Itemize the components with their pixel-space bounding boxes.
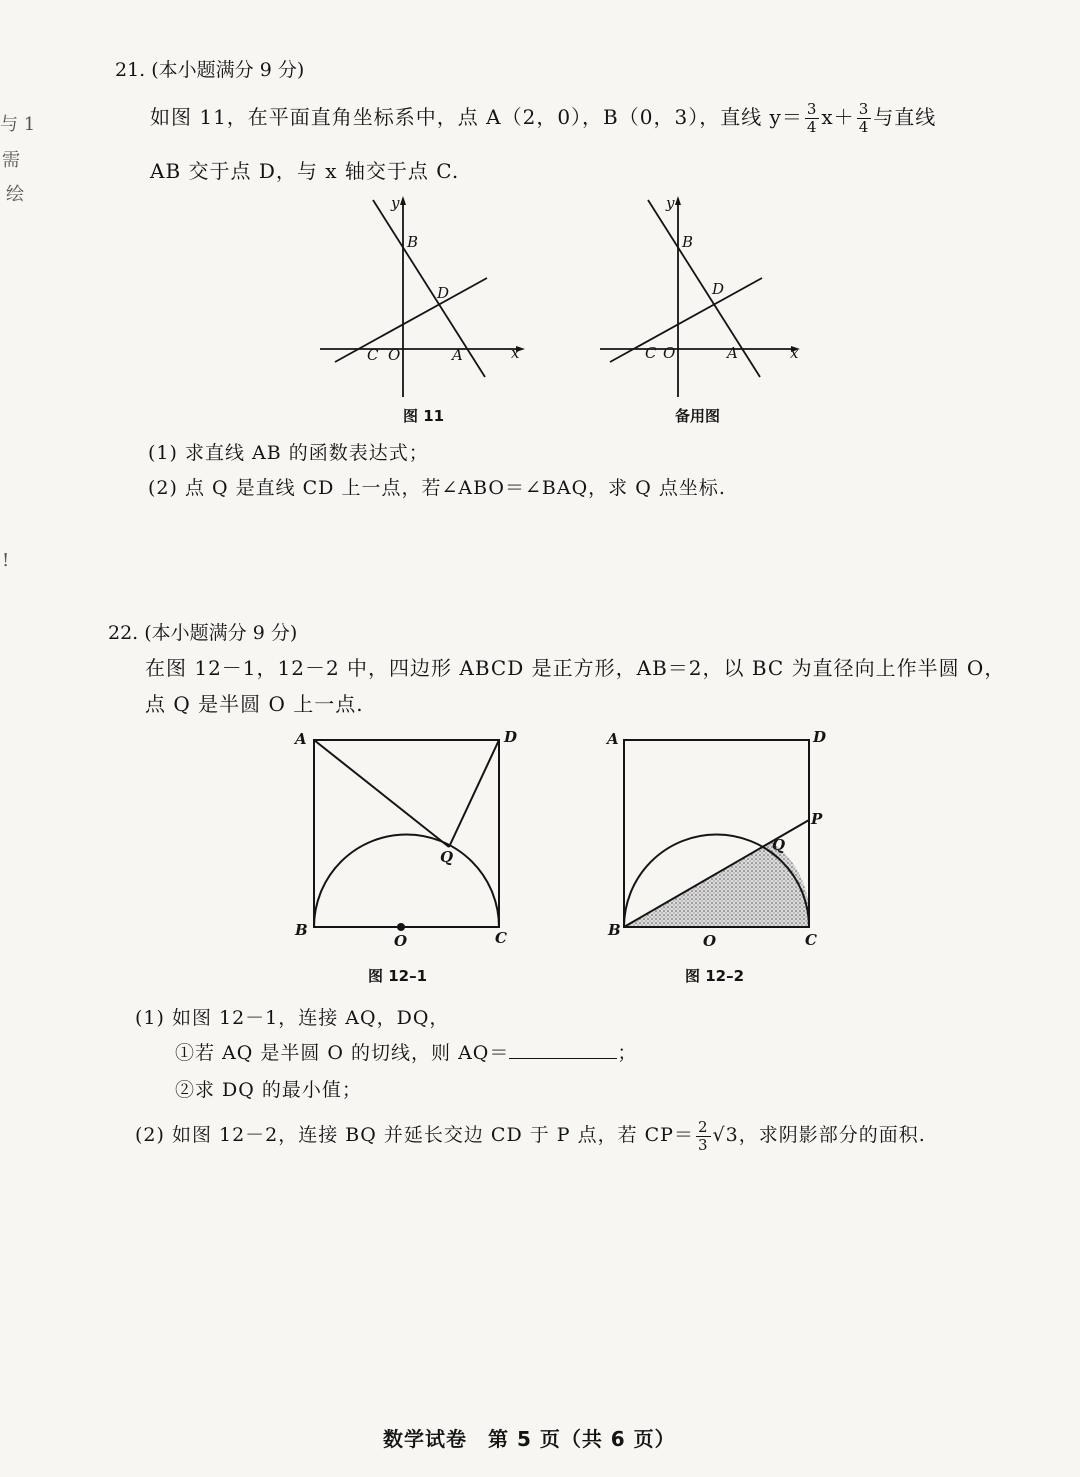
label-y: y: [391, 194, 400, 212]
center-o-point: [397, 923, 405, 931]
label-b: B: [682, 233, 694, 251]
label-q: Q: [772, 836, 786, 854]
label-a: A: [607, 730, 619, 748]
figure-12-2: [603, 722, 843, 952]
q21-part2: (2) 点 Q 是直线 CD 上一点，若∠ABO＝∠BAQ，求 Q 点坐标.: [148, 477, 726, 499]
backup-figure-caption: 备用图: [675, 407, 721, 425]
margin-fragment-1: 与 1: [0, 114, 36, 135]
label-q: Q: [440, 848, 454, 866]
label-c: C: [367, 346, 379, 364]
fraction-denominator: 3: [697, 1135, 709, 1154]
figure-12-1-caption: 图 12–1: [368, 967, 428, 985]
q21-fraction-2: [857, 101, 872, 136]
margin-fragment-4: !: [2, 550, 10, 571]
q21-stem-after: 与直线: [873, 105, 937, 129]
q22-part2: [135, 1115, 926, 1155]
shaded-region: [624, 842, 810, 927]
q22-part2-before: (2) 如图 12－2，连接 BQ 并延长交边 CD 于 P 点，若 CP＝: [135, 1124, 694, 1146]
label-b: B: [407, 233, 419, 251]
label-a: A: [295, 730, 307, 748]
y-arrow: [675, 196, 681, 205]
label-o: O: [703, 932, 717, 950]
label-a: A: [452, 346, 463, 364]
label-d: D: [712, 280, 725, 298]
q22-part1-a-end: ；: [617, 1042, 638, 1064]
label-d: D: [813, 728, 827, 746]
answer-blank[interactable]: [509, 1040, 617, 1059]
fraction-denominator: 4: [806, 118, 818, 136]
q22-part2-fraction: [696, 1119, 711, 1154]
label-x: x: [511, 344, 520, 362]
margin-fragment-3: 绘: [6, 184, 24, 205]
fraction-denominator: 4: [858, 118, 870, 136]
q22-part1-b: ②求 DQ 的最小值；: [175, 1079, 362, 1101]
label-p: P: [811, 810, 823, 828]
figure-11: [315, 192, 535, 402]
q22-part1-a-text: ①若 AQ 是半圆 O 的切线，则 AQ＝: [175, 1042, 510, 1064]
margin-fragment-2: 需: [2, 150, 20, 171]
q22-header: 22. (本小题满分 9 分): [108, 622, 298, 644]
label-y: y: [666, 194, 675, 212]
label-d: D: [437, 284, 450, 302]
q21-part1: (1) 求直线 AB 的函数表达式；: [148, 442, 429, 464]
label-b: B: [295, 921, 308, 939]
label-a: A: [727, 344, 738, 362]
label-c: C: [805, 931, 817, 949]
q22-part1-a: [175, 1038, 637, 1065]
semicircle-o: [314, 835, 499, 928]
segment-aq: [314, 740, 449, 847]
q22-stem-line1: 在图 12－1，12－2 中，四边形 ABCD 是正方形，AB＝2，以 BC 为直径向上作半圆 O，: [145, 656, 1006, 680]
q21-stem-line2: AB 交于点 D，与 x 轴交于点 C.: [150, 159, 460, 183]
figure-11-caption: 图 11: [403, 407, 445, 425]
y-arrow: [400, 196, 406, 205]
label-c: C: [495, 929, 507, 947]
label-x: x: [790, 344, 799, 362]
label-d: D: [504, 728, 518, 746]
q21-stem-mid: x＋: [821, 105, 855, 129]
q22-stem-line2: 点 Q 是半圆 O 上一点.: [145, 692, 364, 716]
q21-stem-before: 如图 11，在平面直角坐标系中，点 A（2，0），B（0，3），直线 y＝: [150, 105, 803, 129]
label-b: B: [608, 921, 621, 939]
q22-part2-root: √3: [712, 1124, 739, 1146]
q21-fraction-1: [805, 101, 820, 136]
label-c: C: [645, 344, 657, 362]
q21-stem-line1: [150, 100, 936, 136]
fraction-numerator: 3: [806, 100, 818, 118]
segment-dq: [449, 740, 499, 847]
backup-figure: [595, 192, 815, 402]
fraction-numerator: 2: [697, 1117, 709, 1136]
q22-part2-after: ，求阴影部分的面积.: [738, 1124, 926, 1146]
figure-12-2-caption: 图 12–2: [685, 967, 745, 985]
figure-12-1: [290, 722, 530, 952]
label-o: O: [663, 344, 676, 362]
q22-part1-intro: (1) 如图 12－1，连接 AQ，DQ，: [135, 1007, 450, 1029]
label-o: O: [388, 346, 401, 364]
fraction-numerator: 3: [858, 100, 870, 118]
label-o: O: [394, 932, 408, 950]
q21-header: 21. (本小题满分 9 分): [115, 59, 305, 81]
page-footer: 数学试卷 第 5 页（共 6 页）: [383, 1427, 676, 1451]
